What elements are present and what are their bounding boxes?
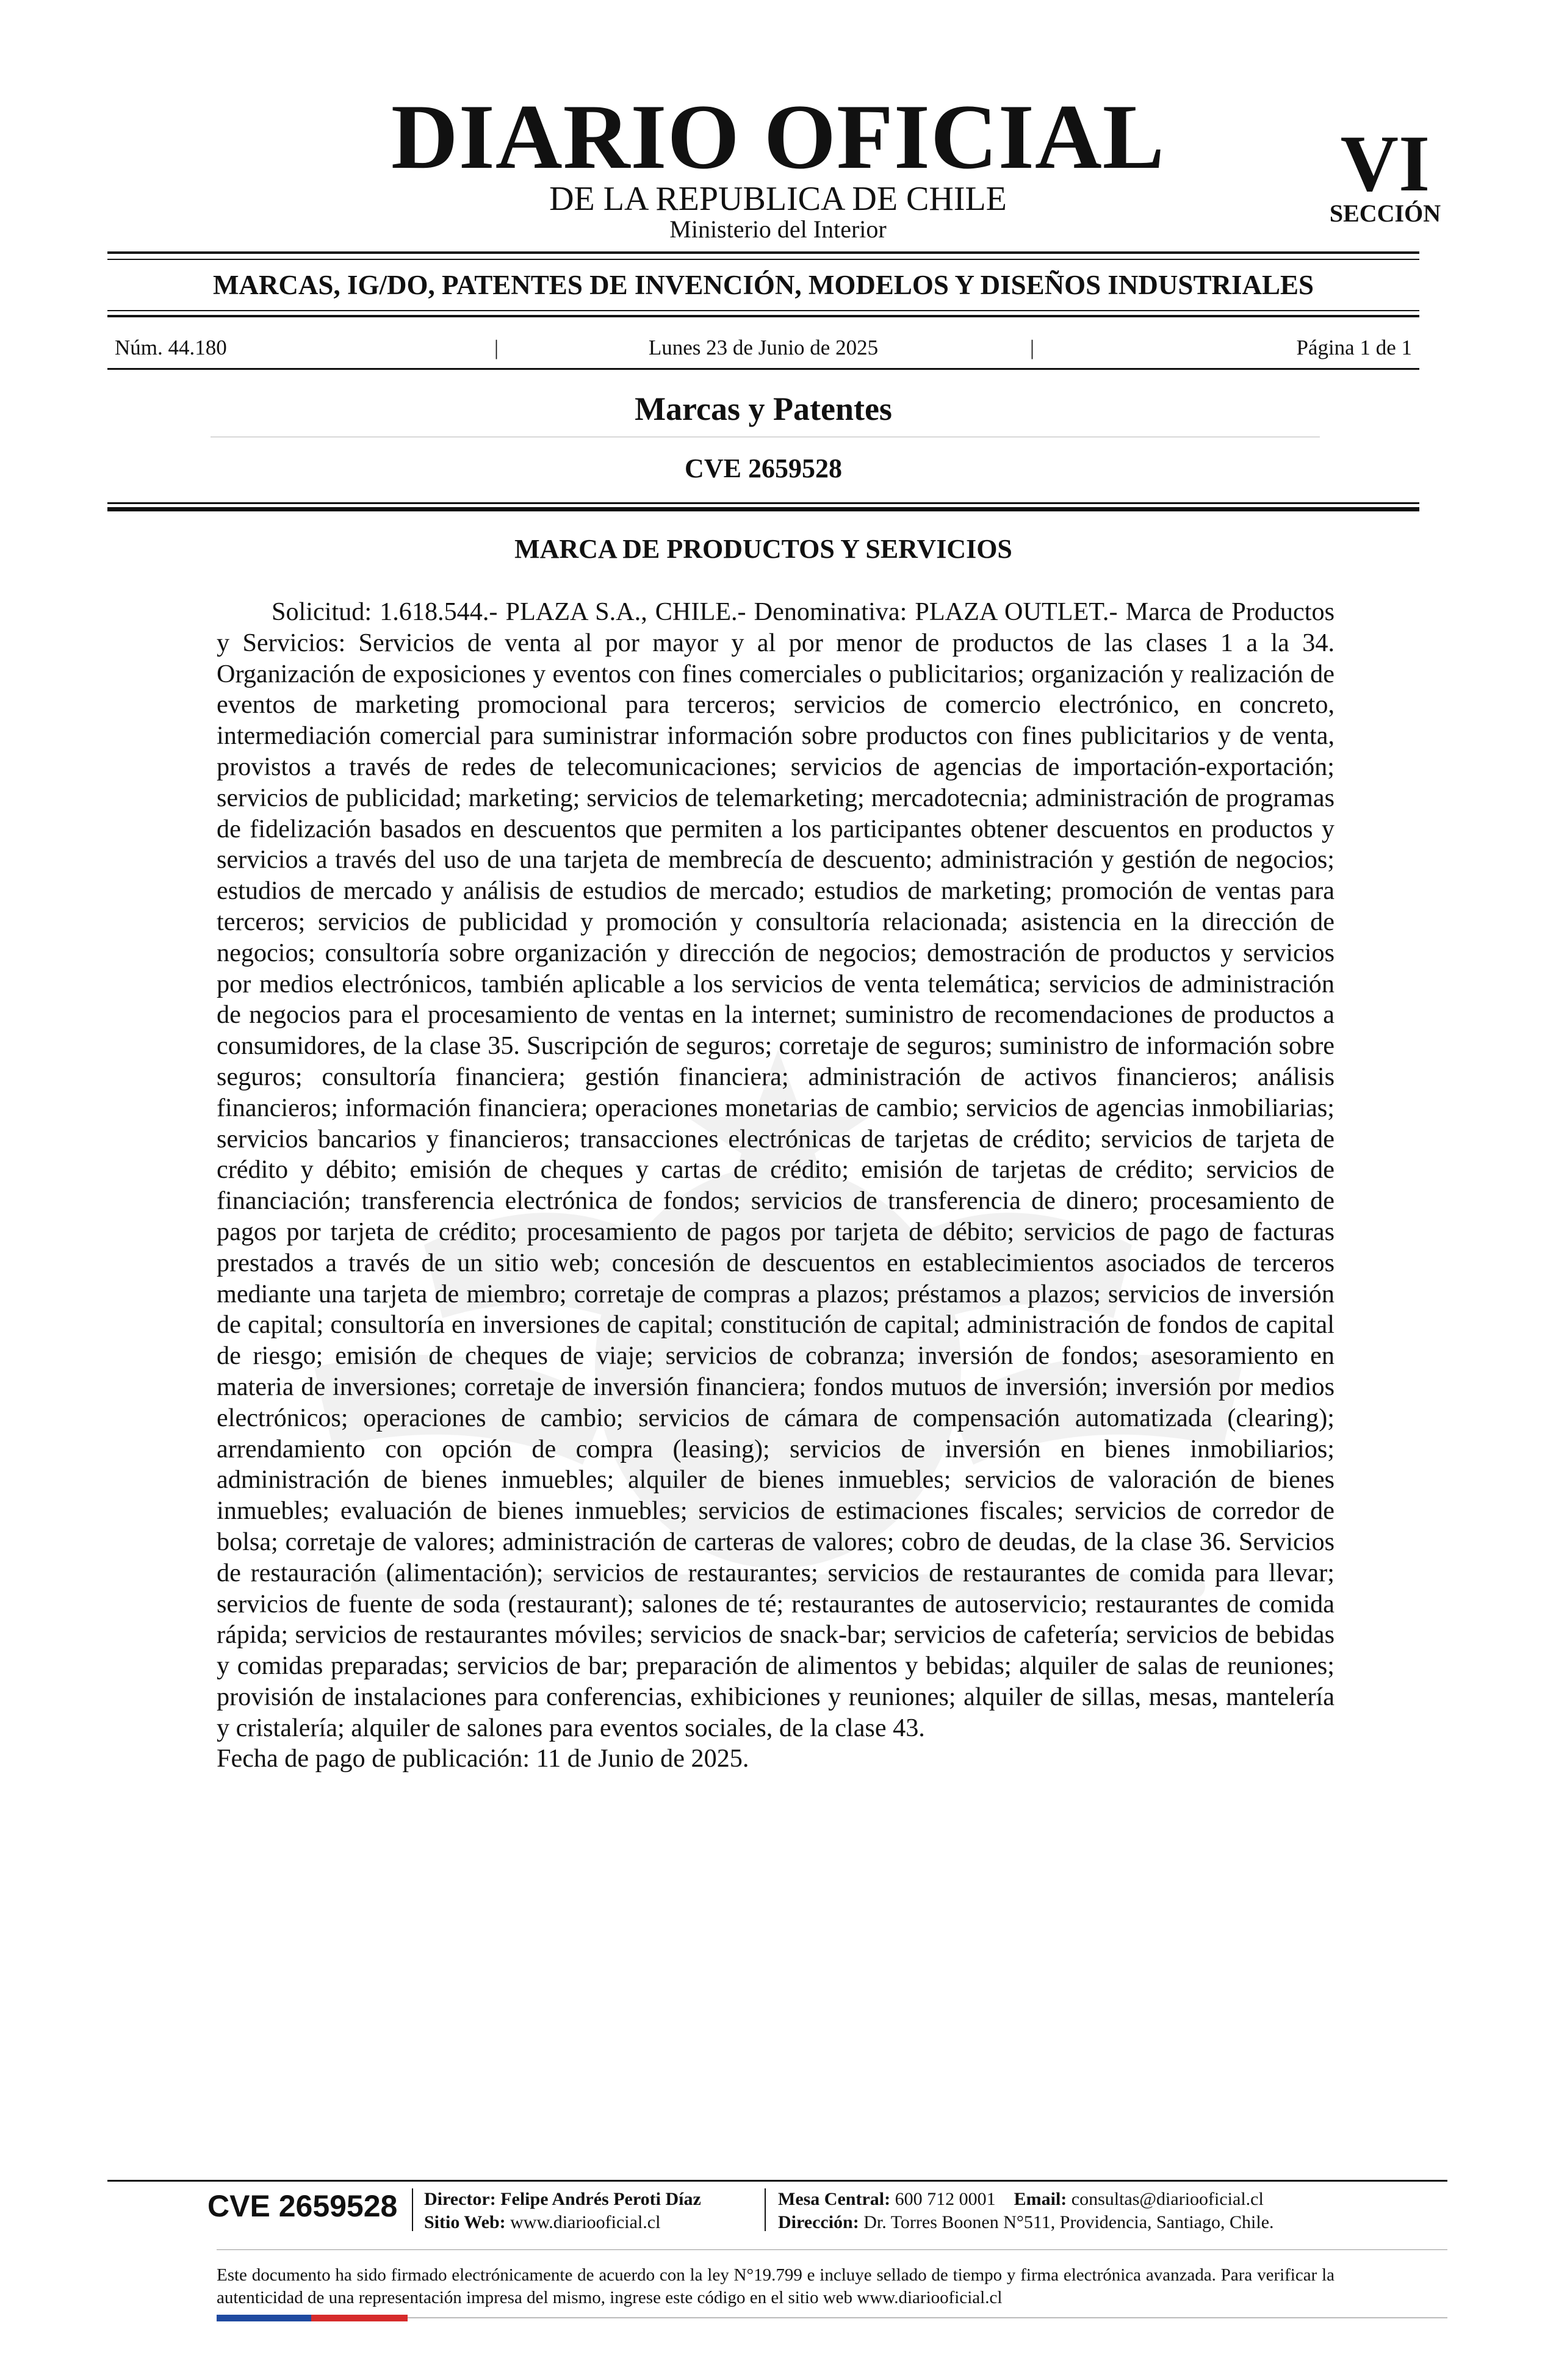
ministry-label: Ministerio del Interior: [669, 215, 887, 243]
page-indicator: Página 1 de 1: [1296, 336, 1412, 359]
newspaper-subtitle: DE LA REPUBLICA DE CHILE: [549, 180, 1007, 218]
footer-cve-code: CVE 2659528: [207, 2189, 398, 2223]
footer-divider: [765, 2188, 766, 2231]
issue-info-bar: [107, 334, 1419, 361]
footer-rule: [107, 2180, 1447, 2182]
website-label: Sitio Web:: [424, 2212, 506, 2232]
footer-divider: [412, 2188, 413, 2231]
section-number: VI: [1340, 118, 1430, 208]
director-name: Felipe Andrés Peroti Díaz: [500, 2189, 701, 2209]
info-separator: |: [1030, 336, 1035, 359]
banner-rule-bottom: [107, 315, 1419, 317]
flag-baseline: [408, 2317, 1447, 2318]
address-text: Dr. Torres Boonen N°511, Providencia, Santiago, Chile.: [863, 2212, 1274, 2232]
email-link[interactable]: consultas@diariooficial.cl: [1071, 2189, 1264, 2209]
flag-stripe-blue: [217, 2315, 311, 2321]
document-heading: MARCA DE PRODUCTOS Y SERVICIOS: [514, 534, 1012, 564]
cve-code: CVE 2659528: [685, 453, 842, 483]
section-title: Marcas y Patentes: [635, 391, 892, 427]
info-separator: |: [494, 336, 499, 359]
section-title-rule: [211, 436, 1320, 438]
phone-label: Mesa Central:: [778, 2189, 891, 2209]
header-rule-bottom: [107, 507, 1419, 511]
flag-stripe-red: [311, 2315, 408, 2321]
masthead-rule-top: [107, 251, 1419, 254]
address-label: Dirección:: [778, 2212, 859, 2232]
infobar-rule: [107, 368, 1419, 370]
masthead-rule-bottom: [107, 259, 1419, 260]
email-label: Email:: [1014, 2189, 1067, 2209]
section-label: SECCIÓN: [1329, 200, 1441, 227]
trademark-application-text: Solicitud: 1.618.544.- PLAZA S.A., CHILE.- Denominativa: PLAZA OUTLET.- Marca de Productos y Servicios: Servicios de venta al por mayor y al por menor de productos de las clases 1 a la 34. Organización de exposiciones y eventos con fines comerciales o publicitarios; organización y realización de eventos de marketing promocional para terceros; servicios de comercio electrónico, en concreto, intermediación comercial para suministrar información sobre productos con fines publicitarios y de venta, provistos a través de redes de telecomunicaciones; servicios de agencias de importación-exportación; servicios de publicidad; marketing; servicios de telemarketing; mercadotecnia; administración de programas de fidelización basados en descuentos que permiten a los participantes obtener descuentos en productos y servicios a través del uso de una tarjeta de membrecía de descuento; administración y gestión de negocios; estudios de mercado y análisis de estudios de mercado; estudios de marketing; promoción de ventas para terceros; servicios de publicidad y promoción y consultoría relacionada; asistencia en la dirección de negocios; consultoría sobre organización y dirección de negocios; demostración de productos y servicios por medios electrónicos, también aplicable a los servicios de venta telemática; servicios de administración de negocios para el procesamiento de ventas en la internet; suministro de recomendaciones de productos a consumidores, de la clase 35. Suscripción de seguros; corretaje de seguros; suministro de información sobre seguros; consultoría financiera; gestión financiera; administración de activos financieros; análisis financieros; información financiera; operaciones monetarias de cambio; servicios de agencias inmobiliarias; servicios bancarios y financieros; transacciones electrónicas de tarjetas de crédito; servicios de tarjeta de crédito y débito; emisión de cheques y cartas de crédito; emisión de tarjetas de crédito; servicios de financiación; transferencia electrónica de fondos; servicios de transferencia de dinero; procesamiento de pagos por tarjeta de crédito; procesamiento de pagos por tarjeta de débito; servicios de pago de facturas prestados a través de un sitio web; concesión de descuentos en establecimientos asociados de terceros mediante una tarjeta de miembro; corretaje de compras a plazos; préstamos a plazos; servicios de inversión de capital; consultoría en inversiones de capital; constitución de capital; administración de fondos de capital de riesgo; emisión de cheques de viaje; servicios de cobranza; inversión de fondos; asesoramiento en materia de inversiones; corretaje de inversión financiera; fondos mutuos de inversión; inversión por medios electrónicos; operaciones de cambio; servicios de cámara de compensación automatizada (clearing); arrendamiento con opción de compra (leasing); servicios de inversión en bienes inmobiliarios; administración de bienes inmuebles; alquiler de bienes inmuebles; servicios de valoración de bienes inmuebles; evaluación de bienes inmuebles; servicios de estimaciones fiscales; servicios de corredor de bolsa; corretaje de valores; administración de carteras de valores; cobro de deudas, de la clase 36. Servicios de restauración (alimentación); servicios de restaurantes; servicios de restaurantes de comida para llevar; servicios de fuente de soda (restaurant); salones de té; restaurantes de autoservicio; restaurantes de comida rápida; servicios de restaurantes móviles; servicios de snack-bar; servicios de cafetería; servicios de bebidas y comidas preparadas; servicios de bar; preparación de alimentos y bebidas; alquiler de salas de reuniones; provisión de instalaciones para conferencias, exhibiciones y reuniones; alquiler de sillas, mesas, mantelería y cristalería; alquiler de salones para eventos sociales, de la clase 43.: [217, 597, 1334, 1742]
phone-number: 600 712 0001: [895, 2189, 996, 2209]
document-body: [217, 597, 1334, 1775]
header-rule-top: [107, 502, 1419, 504]
payment-date: Fecha de pago de publicación: 11 de Junio de 2025.: [217, 1744, 749, 1773]
banner-rule-top: [107, 310, 1419, 311]
newspaper-title: DIARIO OFICIAL: [391, 85, 1165, 188]
issue-date: Lunes 23 de Junio de 2025: [648, 336, 879, 359]
footer-contact-block: [778, 2188, 1274, 2234]
footer-director-block: [424, 2188, 701, 2234]
signature-note: Este documento ha sido firmado electrónicamente de acuerdo con la ley N°19.799 e incluye sellado de tiempo y firma electrónica avanzada. Para verificar la autenticidad de una representación impresa del mismo, ingrese este código en el sitio web www.diariooficial.cl: [217, 2265, 1334, 2307]
issue-number: Núm. 44.180: [115, 336, 227, 359]
director-label: Director:: [424, 2189, 496, 2209]
website-link[interactable]: www.diariooficial.cl: [510, 2212, 661, 2232]
footer-note-rule: [217, 2249, 1447, 2250]
section-banner: MARCAS, IG/DO, PATENTES DE INVENCIÓN, MODELOS Y DISEÑOS INDUSTRIALES: [212, 270, 1314, 300]
